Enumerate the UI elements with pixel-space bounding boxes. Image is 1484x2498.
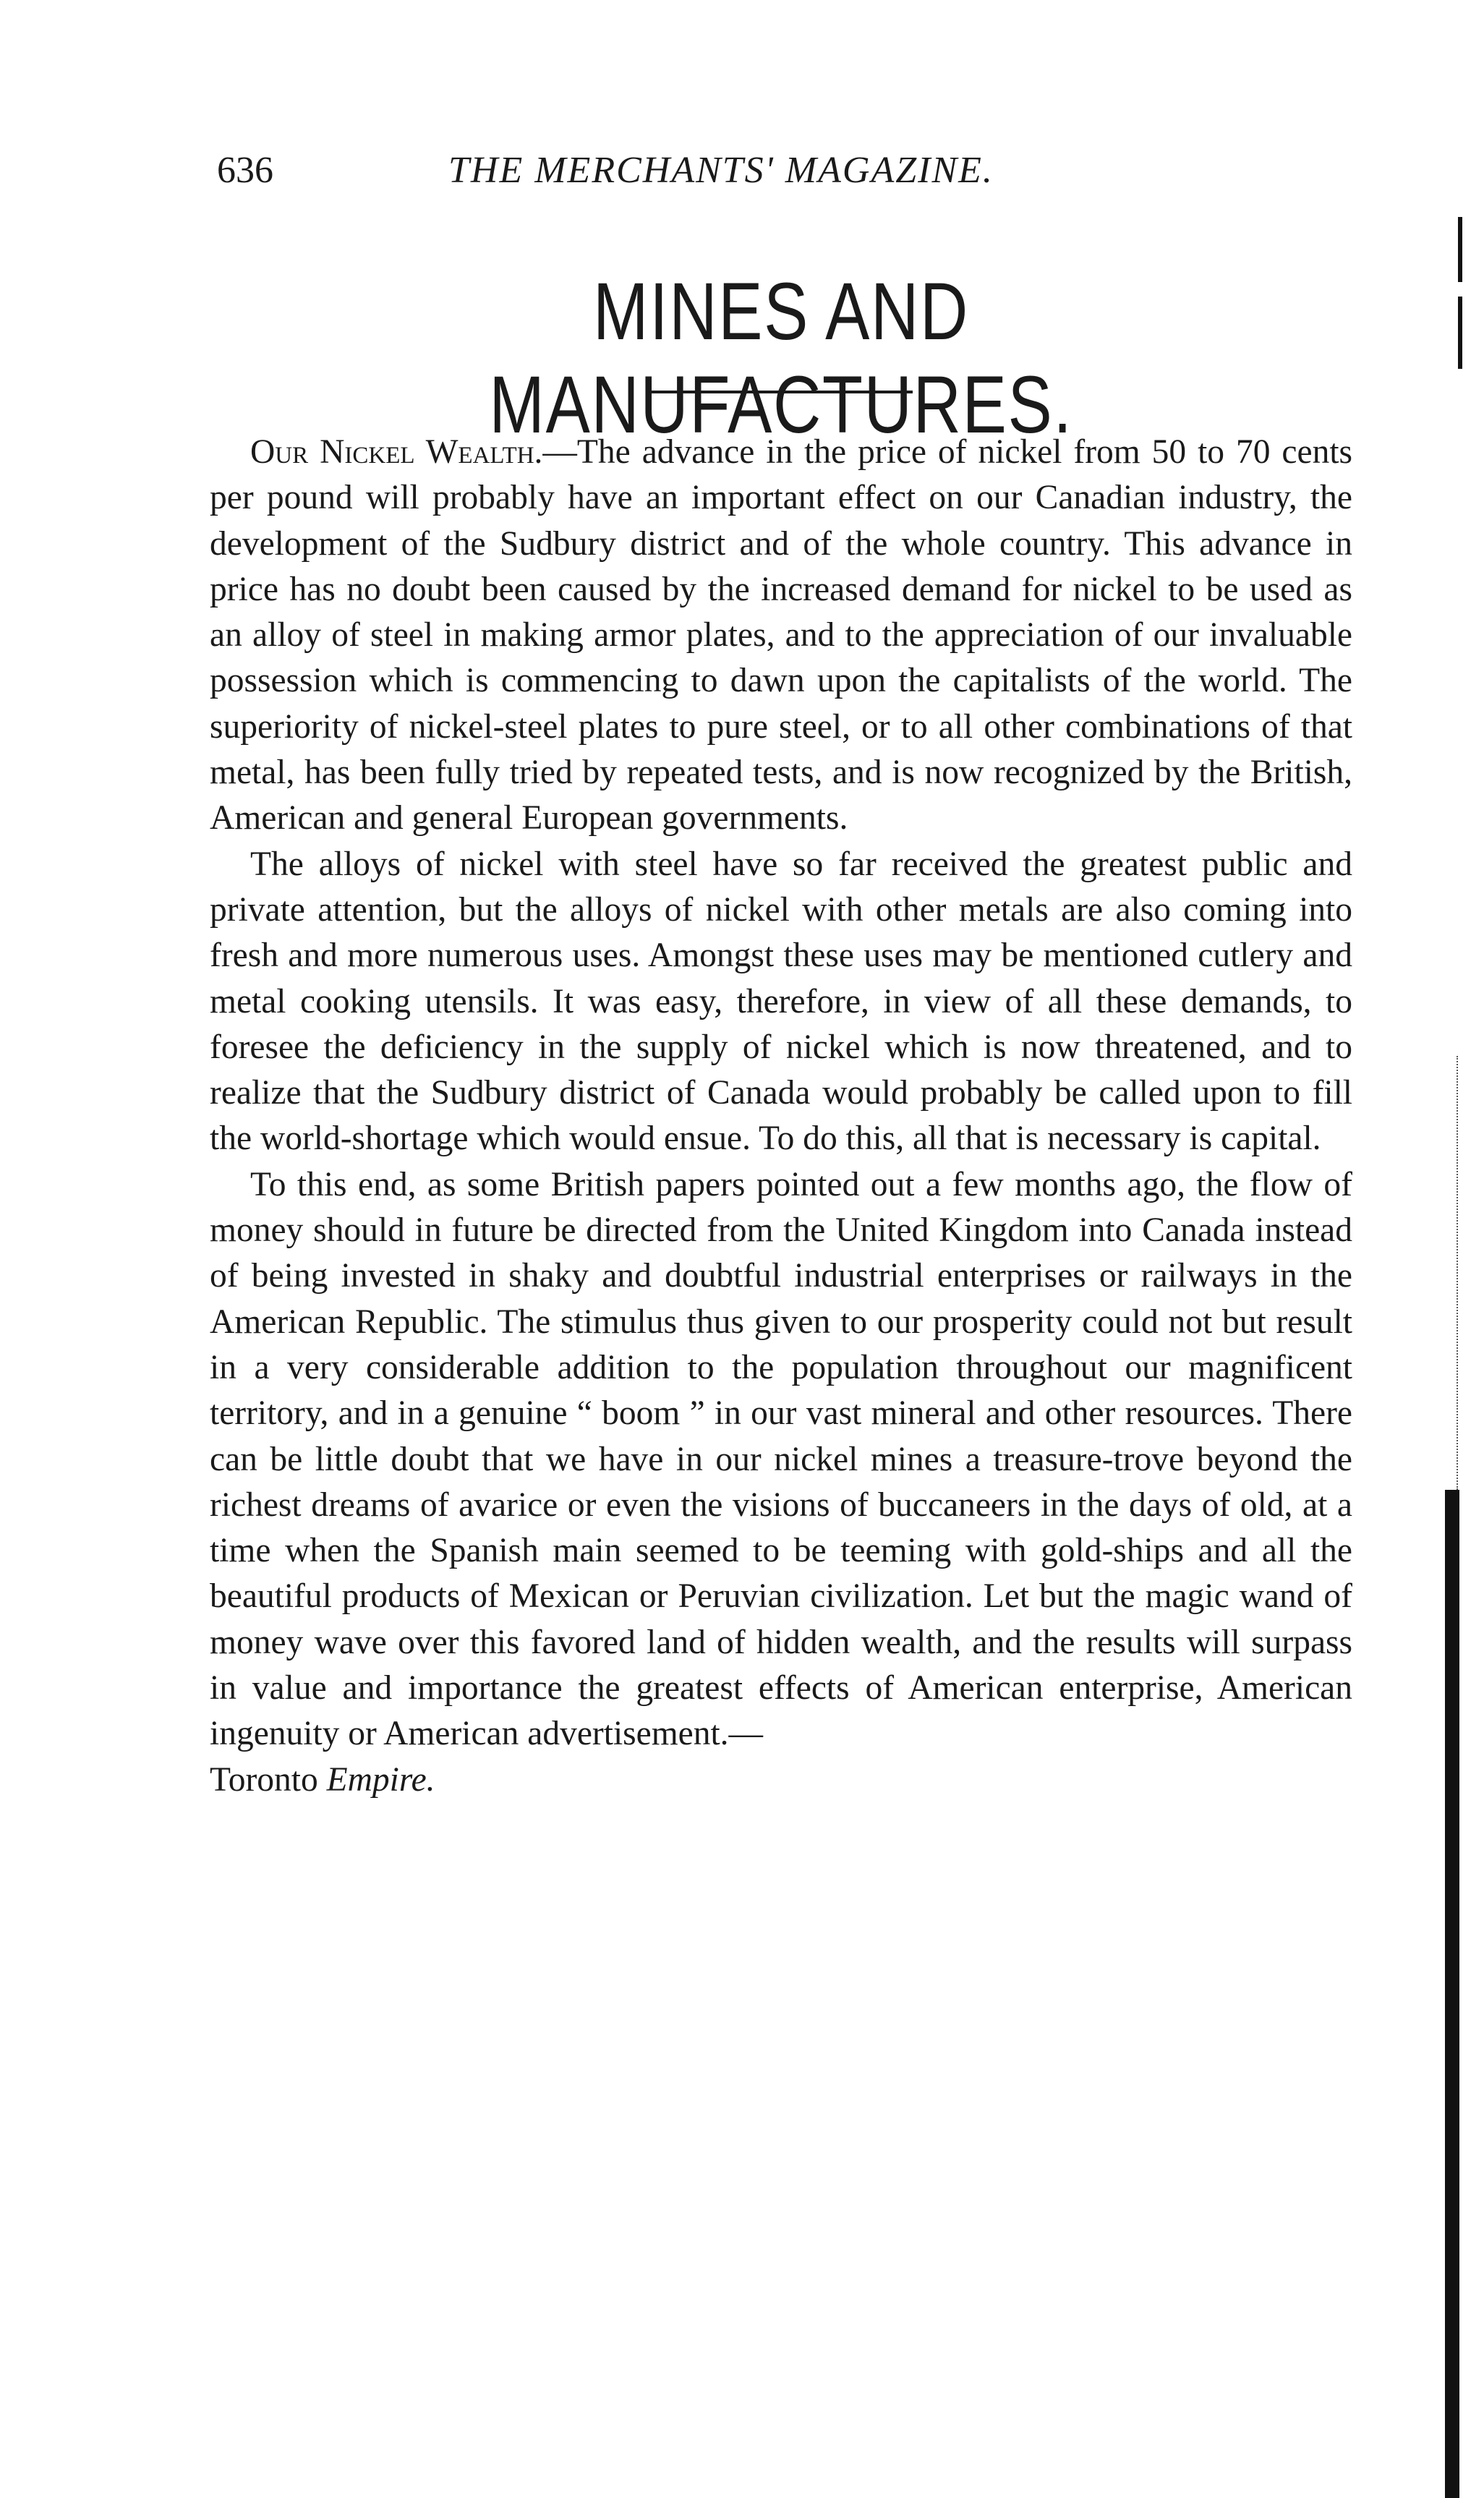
paragraph-1-text: —The advance in the price of nickel from 50 to 70 cents per pound will probably have an important effect on our Canadian industry, the development of the Sudbury district and of the whole country. This advance in price has no doubt been caused by the increased demand for nickel to be used as an alloy of steel in making armor plates, and to the appreciation of our invaluable possession which is commencing to dawn upon the capitalists of the world. The superiority of nickel-steel plates to pure steel, or to all other combinations of that metal, has been fully tried by repeated tests, and is now recognized by the British, American and general European governments. — [210, 433, 1352, 837]
source-attribution — [210, 1757, 1352, 1803]
section-title: MINES AND MANUFACTURES. — [489, 266, 1073, 450]
journal-title: THE MERCHANTS' MAGAZINE. — [448, 150, 994, 191]
scan-edge-mark — [1458, 297, 1462, 369]
scan-edge-mark — [1458, 217, 1462, 282]
lead-in-heading: Our Nickel Wealth. — [250, 433, 543, 471]
source-city: Toronto — [210, 1760, 318, 1799]
title-rule — [649, 391, 913, 393]
paragraph-1 — [210, 430, 1352, 842]
paragraph-3: To this end, as some British papers pointed out a few months ago, the flow of money should in future be directed from the United Kingdom into Canada instead of being invested in shaky and doubtful industrial enterprises or railways in the American Republic. The stimulus thus given to our prosperity could not but result in a very considerable addition to the population throughout our magnificent territory, and in a genuine “ boom ” in our vast mineral and other resources. There can be little doubt that we have in our nickel mines a treasure-trove beyond the richest dreams of avarice or even the visions of buccaneers in the days of old, at a time when the Spanish main seemed to be teeming with gold-ships and all the beautiful products of Mexican or Peruvian civilization. Let but the magic wand of money wave over this favored land of hidden wealth, and the results will surpass in value and importance the greatest effects of American enterprise, American ingenuity or American advertisement.— — [210, 1165, 1352, 1753]
paragraph-2: The alloys of nickel with steel have so far received the greatest public and private attention, but the alloys of nickel with other metals are also coming into fresh and more numerous uses. Amongst these uses may be mentioned cutlery and metal cooking utensils. It was easy, therefore, in view of all these demands, to foresee the deficiency in the supply of nickel which is now threatened, and to realize that the Sudbury district of Canada would probably be called upon to fill the world-shortage which would ensue. To do this, all that is necessary is capital. — [210, 845, 1352, 1158]
scan-binding-shadow — [1445, 1490, 1459, 2498]
running-head — [217, 149, 1360, 200]
source-paper: Empire. — [326, 1760, 435, 1799]
article-body — [210, 430, 1352, 1803]
page-number: 636 — [217, 150, 273, 191]
scan-edge-dots — [1457, 1056, 1459, 1490]
